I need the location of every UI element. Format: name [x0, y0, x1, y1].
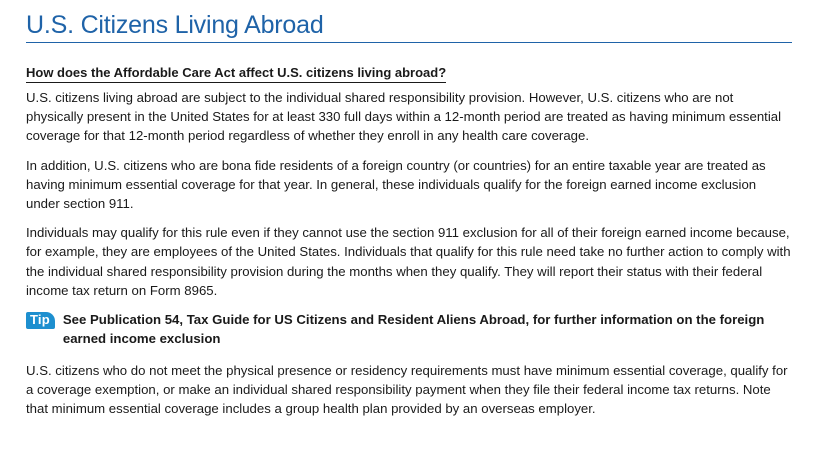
- paragraph-requirements: U.S. citizens who do not meet the physical presence or residency requirements must have minimum essential coverage, qualify for a coverage exemption, or make an individual shared responsibility payment when they file their federal income tax returns. Note that minimum essential coverage includes a group health plan provided by an overseas employer.: [26, 363, 788, 417]
- paragraph-physical-presence: U.S. citizens living abroad are subject to the individual shared responsibility provision. However, U.S. citizens who are not physically present in the United States for at least 330 full days within a 12-month period are treated as having minimum essential coverage for that 12-month period regardless of whether they enroll in any health care coverage.: [26, 90, 782, 144]
- tip-text: See Publication 54, Tax Guide for US Citizens and Resident Aliens Abroad, for further information on the foreign earned income exclusion: [62, 312, 765, 347]
- document-page: [26, 10, 792, 419]
- paragraph-section-911: Individuals may qualify for this rule even if they cannot use the section 911 exclusion for all of their foreign earned income because, for example, they are employees of the United States. Individuals that qualify for this rule need take no further action to comply with the individual shared responsibility provision during the months when they qualify. They will report their status with their federal income tax return on Form 8965.: [26, 225, 791, 298]
- tip-badge: Tip: [26, 312, 55, 329]
- question-heading: How does the Affordable Care Act affect U.S. citizens living abroad?: [26, 65, 446, 83]
- title-divider: [26, 42, 792, 43]
- tip-callout: [26, 310, 792, 348]
- page-title: U.S. Citizens Living Abroad: [26, 11, 324, 39]
- paragraph-bona-fide-residents: In addition, U.S. citizens who are bona fide residents of a foreign country (or countries) for an entire taxable year are treated as having minimum essential coverage for that year. In general, these individuals qualify for the foreign earned income exclusion under section 911.: [26, 157, 766, 212]
